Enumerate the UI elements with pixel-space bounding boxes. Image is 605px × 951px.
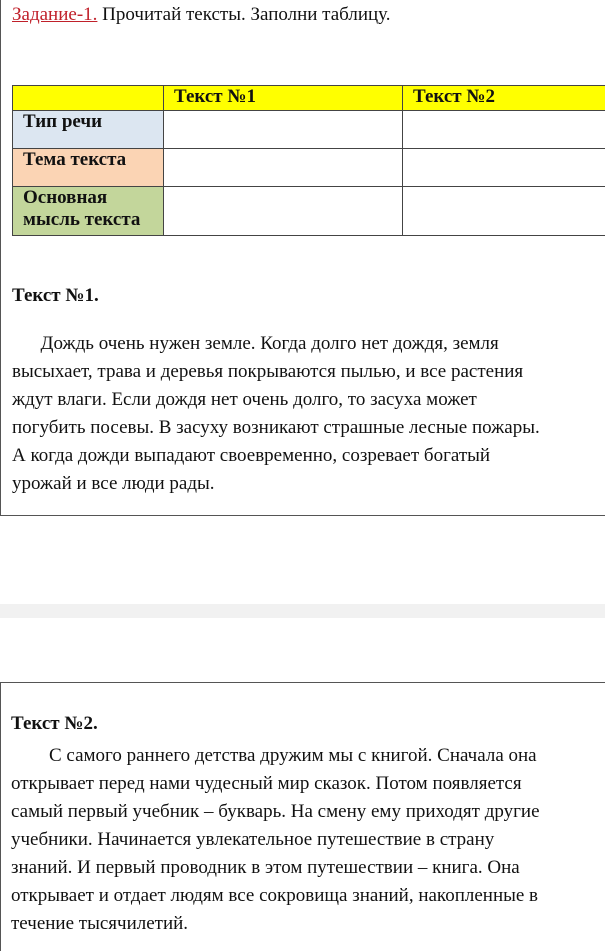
text1-line: урожай и все люди рады.	[12, 473, 215, 494]
text2-line: течение тысячилетий.	[11, 913, 189, 934]
cell-main-idea-text1[interactable]	[164, 187, 403, 236]
task-heading	[12, 4, 391, 26]
cell-speech-type-text2[interactable]	[403, 111, 605, 149]
table-header-text2: Текст №2	[403, 86, 605, 111]
text2-line: знаний. И первый проводник в этом путешествии – книга. Она	[11, 857, 520, 878]
text1-line: ждут влаги. Если дождя нет очень долго, то засуха может	[12, 389, 477, 410]
text2-line: учебники. Начинается увлекательное путешествие в страну	[11, 829, 495, 850]
cell-speech-type-text1[interactable]	[164, 111, 403, 149]
text1-line: Дождь очень нужен земле. Когда долго нет дождя, земля	[12, 333, 499, 354]
page-gap	[0, 604, 605, 618]
table-row-main-idea	[13, 187, 605, 236]
text1-line: А когда дожди выпадают своевременно, созревает богатый	[12, 445, 491, 466]
text1-body	[12, 330, 605, 498]
text2-line: открывает перед нами чудесный мир сказок. Потом появляется	[11, 773, 522, 794]
text2-line: открывает и отдает людям все сокровища знаний, накопленные в	[11, 885, 539, 906]
row-label-speech-type: Тип речи	[13, 111, 164, 149]
text2-body	[11, 742, 605, 938]
table-header-empty	[13, 86, 164, 111]
row-label-main-idea	[13, 187, 164, 236]
table-row-theme	[13, 149, 605, 187]
text1-title: Текст №1.	[12, 285, 99, 306]
cell-theme-text1[interactable]	[164, 149, 403, 187]
fill-in-table	[12, 85, 605, 236]
text2-line: самый первый учебник – букварь. На смену ему приходят другие	[11, 801, 540, 822]
table-header-text1: Текст №1	[164, 86, 403, 111]
text1-line: высыхает, трава и деревья покрываются пылью, и все растения	[12, 361, 524, 382]
row-label-main-idea-line1: Основная	[23, 187, 108, 208]
task-label: Задание-1.	[12, 4, 98, 25]
row-label-theme: Тема текста	[13, 149, 164, 187]
text2-title: Текст №2.	[11, 713, 98, 734]
table-row-speech-type	[13, 111, 605, 149]
row-label-main-idea-line2: мысль текста	[23, 209, 141, 230]
text1-line: погубить посевы. В засуху возникают страшные лесные пожары.	[12, 417, 540, 438]
text2-line: С самого раннего детства дружим мы с книгой. Сначала она	[11, 745, 537, 766]
task-instruction: Прочитай тексты. Заполни таблицу.	[97, 4, 391, 25]
cell-main-idea-text2[interactable]	[403, 187, 605, 236]
cell-theme-text2[interactable]	[403, 149, 605, 187]
table-header-row	[13, 86, 605, 111]
